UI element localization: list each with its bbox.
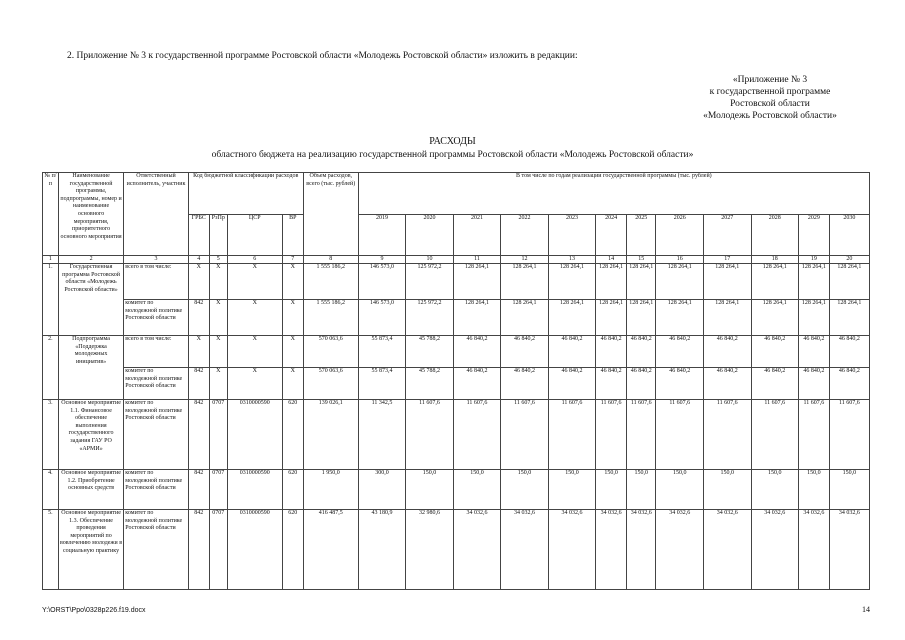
year-value: 34 032,6	[656, 510, 704, 590]
column-numbers-row	[43, 256, 870, 264]
row-rzpr: X	[209, 300, 227, 336]
header-year: 2021	[453, 214, 501, 256]
year-value: 128 264,1	[596, 300, 627, 336]
year-value: 11 607,6	[596, 400, 627, 470]
row-vr: X	[282, 300, 303, 336]
year-value: 11 607,6	[751, 400, 799, 470]
row-executor: всего в том числе:	[124, 264, 188, 300]
year-value: 34 032,6	[829, 510, 869, 590]
header-executor: Ответственный исполнитель, участник	[124, 173, 188, 256]
row-total: 1 555 186,2	[303, 264, 358, 300]
row-rzpr: 0707	[209, 510, 227, 590]
year-value: 128 264,1	[829, 300, 869, 336]
row-executor: комитет по молодежной политике Ростовской области	[124, 300, 188, 336]
year-value: 146 573,0	[358, 264, 406, 300]
year-value: 34 032,6	[751, 510, 799, 590]
year-value: 46 840,2	[626, 368, 656, 400]
header-budget-code: Код бюджетной классификации расходов	[188, 173, 303, 215]
year-value: 128 264,1	[751, 300, 799, 336]
header-name: Наименование государственной программы, подпрограммы, номер и наименование основного мероприятия, приоритетного основного мероприятия	[58, 173, 123, 256]
row-csr: X	[227, 336, 282, 368]
row-csr: X	[227, 264, 282, 300]
year-value: 46 840,2	[626, 336, 656, 368]
year-value: 128 264,1	[656, 264, 704, 300]
header-year: 2023	[548, 214, 596, 256]
header-row	[43, 173, 870, 215]
year-value: 150,0	[626, 470, 656, 510]
row-vr: X	[282, 264, 303, 300]
year-value: 128 264,1	[453, 264, 501, 300]
year-value: 46 840,2	[829, 368, 869, 400]
row-name: Основное мероприятие 1.2. Приобретение основных средств	[58, 470, 123, 510]
year-value: 34 032,6	[799, 510, 830, 590]
year-value: 46 840,2	[453, 336, 501, 368]
year-value: 34 032,6	[704, 510, 752, 590]
year-value: 46 840,2	[704, 368, 752, 400]
year-value: 46 840,2	[799, 336, 830, 368]
row-total: 1 555 186,2	[303, 300, 358, 336]
column-number: 11	[453, 256, 501, 264]
year-value: 43 180,9	[358, 510, 406, 590]
year-value: 46 840,2	[596, 368, 627, 400]
year-value: 125 972,2	[406, 300, 454, 336]
year-value: 45 788,2	[406, 336, 454, 368]
column-number: 3	[124, 256, 188, 264]
year-value: 46 840,2	[501, 336, 549, 368]
year-value: 55 873,4	[358, 368, 406, 400]
year-value: 46 840,2	[656, 336, 704, 368]
year-value: 150,0	[799, 470, 830, 510]
year-value: 150,0	[548, 470, 596, 510]
column-number: 18	[751, 256, 799, 264]
year-value: 11 607,6	[406, 400, 454, 470]
row-vr: 620	[282, 400, 303, 470]
row-number: 5.	[43, 510, 59, 590]
column-number: 7	[282, 256, 303, 264]
column-number: 9	[358, 256, 406, 264]
annex-line: «Приложение № 3	[732, 75, 808, 85]
year-value: 11 342,5	[358, 400, 406, 470]
year-value: 46 840,2	[501, 368, 549, 400]
row-vr: X	[282, 368, 303, 400]
year-value: 46 840,2	[596, 336, 627, 368]
year-value: 11 607,6	[704, 400, 752, 470]
year-value: 150,0	[596, 470, 627, 510]
row-grbs: 842	[188, 368, 209, 400]
header-vr: ВР	[282, 214, 303, 256]
row-grbs: X	[188, 336, 209, 368]
year-value: 150,0	[406, 470, 454, 510]
year-value: 125 972,2	[406, 264, 454, 300]
year-value: 150,0	[453, 470, 501, 510]
row-total: 416 487,5	[303, 510, 358, 590]
row-executor: комитет по молодежной политике Ростовской области	[124, 368, 188, 400]
year-value: 34 032,6	[548, 510, 596, 590]
column-number: 4	[188, 256, 209, 264]
year-value: 11 607,6	[548, 400, 596, 470]
year-value: 46 840,2	[548, 368, 596, 400]
annex-line: Ростовской области	[730, 99, 810, 109]
column-number: 1	[43, 256, 59, 264]
row-rzpr: 0707	[209, 470, 227, 510]
row-csr: 0310000590	[227, 470, 282, 510]
table-row	[43, 400, 870, 470]
year-value: 300,0	[358, 470, 406, 510]
year-value: 46 840,2	[799, 368, 830, 400]
annex-caption	[640, 74, 900, 122]
year-value: 11 607,6	[501, 400, 549, 470]
column-number: 2	[58, 256, 123, 264]
year-value: 11 607,6	[656, 400, 704, 470]
year-value: 128 264,1	[548, 300, 596, 336]
row-executor: всего в том числе:	[124, 336, 188, 368]
header-year: 2026	[656, 214, 704, 256]
year-value: 128 264,1	[596, 264, 627, 300]
header-volume: Объем расходов, всего (тыс. рублей)	[303, 173, 358, 256]
year-value: 128 264,1	[799, 264, 830, 300]
row-grbs: 842	[188, 510, 209, 590]
column-number: 20	[829, 256, 869, 264]
table-row	[43, 264, 870, 300]
column-number: 19	[799, 256, 830, 264]
row-csr: X	[227, 368, 282, 400]
year-value: 11 607,6	[453, 400, 501, 470]
header-num: № п/п	[43, 173, 59, 256]
column-number: 8	[303, 256, 358, 264]
annex-line: к государственной программе	[709, 87, 831, 97]
year-value: 128 264,1	[829, 264, 869, 300]
table-row	[43, 470, 870, 510]
year-value: 34 032,6	[626, 510, 656, 590]
year-value: 128 264,1	[704, 300, 752, 336]
year-value: 32 980,6	[406, 510, 454, 590]
row-executor: комитет по молодежной политике Ростовской области	[124, 510, 188, 590]
header-grbs: ГРБС	[188, 214, 209, 256]
table-row	[43, 510, 870, 590]
year-value: 55 873,4	[358, 336, 406, 368]
year-value: 46 840,2	[829, 336, 869, 368]
year-value: 128 264,1	[799, 300, 830, 336]
header-year: 2027	[704, 214, 752, 256]
year-value: 46 840,2	[704, 336, 752, 368]
header-years-group: В том числе по годам реализации государственной программы (тыс. рублей)	[358, 173, 869, 215]
year-value: 146 573,0	[358, 300, 406, 336]
year-value: 128 264,1	[626, 264, 656, 300]
intro-text: 2. Приложение № 3 к государственной программе Ростовской области «Молодежь Ростовской области» изложить в редакции:	[67, 51, 578, 61]
header-year: 2022	[501, 214, 549, 256]
row-number: 4.	[43, 470, 59, 510]
row-grbs: X	[188, 264, 209, 300]
year-value: 150,0	[501, 470, 549, 510]
column-number: 13	[548, 256, 596, 264]
row-total: 570 063,6	[303, 336, 358, 368]
year-value: 128 264,1	[751, 264, 799, 300]
header-csr: ЦСР	[227, 214, 282, 256]
row-executor: комитет по молодежной политике Ростовской области	[124, 400, 188, 470]
header-year: 2020	[406, 214, 454, 256]
row-vr: X	[282, 336, 303, 368]
row-csr: 0310000590	[227, 400, 282, 470]
row-total: 139 026,1	[303, 400, 358, 470]
year-value: 46 840,2	[751, 336, 799, 368]
header-rzpr: РзПр	[209, 214, 227, 256]
row-rzpr: X	[209, 264, 227, 300]
year-value: 128 264,1	[656, 300, 704, 336]
header-year: 2028	[751, 214, 799, 256]
row-grbs: 842	[188, 300, 209, 336]
column-number: 14	[596, 256, 627, 264]
year-value: 128 264,1	[626, 300, 656, 336]
row-name: Основное мероприятие 1.3. Обеспечение проведения мероприятий по вовлечению молодежи в социальную практику	[58, 510, 123, 590]
year-value: 11 607,6	[626, 400, 656, 470]
column-number: 15	[626, 256, 656, 264]
column-number: 10	[406, 256, 454, 264]
row-number: 1.	[43, 264, 59, 336]
row-total: 570 063,6	[303, 368, 358, 400]
row-total: 1 950,0	[303, 470, 358, 510]
year-value: 150,0	[829, 470, 869, 510]
year-value: 34 032,6	[453, 510, 501, 590]
row-name: Подпрограмма «Поддержка молодежных инициатив»	[58, 336, 123, 400]
document-subtitle: областного бюджета на реализацию государственной программы Ростовской области «Молодежь Ростовской области»	[211, 150, 694, 160]
page-number: 14	[862, 605, 870, 614]
row-rzpr: X	[209, 368, 227, 400]
year-value: 34 032,6	[501, 510, 549, 590]
row-rzpr: X	[209, 336, 227, 368]
column-number: 6	[227, 256, 282, 264]
row-name: Основное мероприятие 1.1. Финансовое обеспечение выполнения государственного задания ГАУ РО «АРМИ»	[58, 400, 123, 470]
year-value: 46 840,2	[548, 336, 596, 368]
expenses-table	[42, 172, 870, 590]
row-executor: комитет по молодежной политике Ростовской области	[124, 470, 188, 510]
row-csr: X	[227, 300, 282, 336]
column-number: 5	[209, 256, 227, 264]
year-value: 11 607,6	[829, 400, 869, 470]
year-value: 150,0	[656, 470, 704, 510]
year-value: 46 840,2	[751, 368, 799, 400]
year-value: 150,0	[751, 470, 799, 510]
annex-line: «Молодежь Ростовской области»	[703, 111, 837, 121]
row-number: 3.	[43, 400, 59, 470]
column-number: 12	[501, 256, 549, 264]
header-year: 2024	[596, 214, 627, 256]
row-grbs: 842	[188, 470, 209, 510]
year-value: 128 264,1	[548, 264, 596, 300]
year-value: 128 264,1	[453, 300, 501, 336]
document-title: РАСХОДЫ	[429, 136, 476, 147]
row-vr: 620	[282, 470, 303, 510]
row-grbs: 842	[188, 400, 209, 470]
header-year: 2019	[358, 214, 406, 256]
year-value: 128 264,1	[501, 264, 549, 300]
year-value: 150,0	[704, 470, 752, 510]
year-value: 46 840,2	[656, 368, 704, 400]
table-row	[43, 368, 870, 400]
row-vr: 620	[282, 510, 303, 590]
year-value: 128 264,1	[704, 264, 752, 300]
row-rzpr: 0707	[209, 400, 227, 470]
row-csr: 0310000590	[227, 510, 282, 590]
year-value: 45 788,2	[406, 368, 454, 400]
header-year: 2030	[829, 214, 869, 256]
row-number: 2.	[43, 336, 59, 400]
year-value: 46 840,2	[453, 368, 501, 400]
header-year: 2025	[626, 214, 656, 256]
year-value: 128 264,1	[501, 300, 549, 336]
row-name: Государственная программа Ростовской области «Молодежь Ростовской области»	[58, 264, 123, 336]
year-value: 34 032,6	[596, 510, 627, 590]
table-row	[43, 300, 870, 336]
header-year: 2029	[799, 214, 830, 256]
column-number: 17	[704, 256, 752, 264]
column-number: 16	[656, 256, 704, 264]
file-path: Y:\ORST\Ppo\0328p226.f19.docx	[42, 607, 146, 614]
year-value: 11 607,6	[799, 400, 830, 470]
table-row	[43, 336, 870, 368]
